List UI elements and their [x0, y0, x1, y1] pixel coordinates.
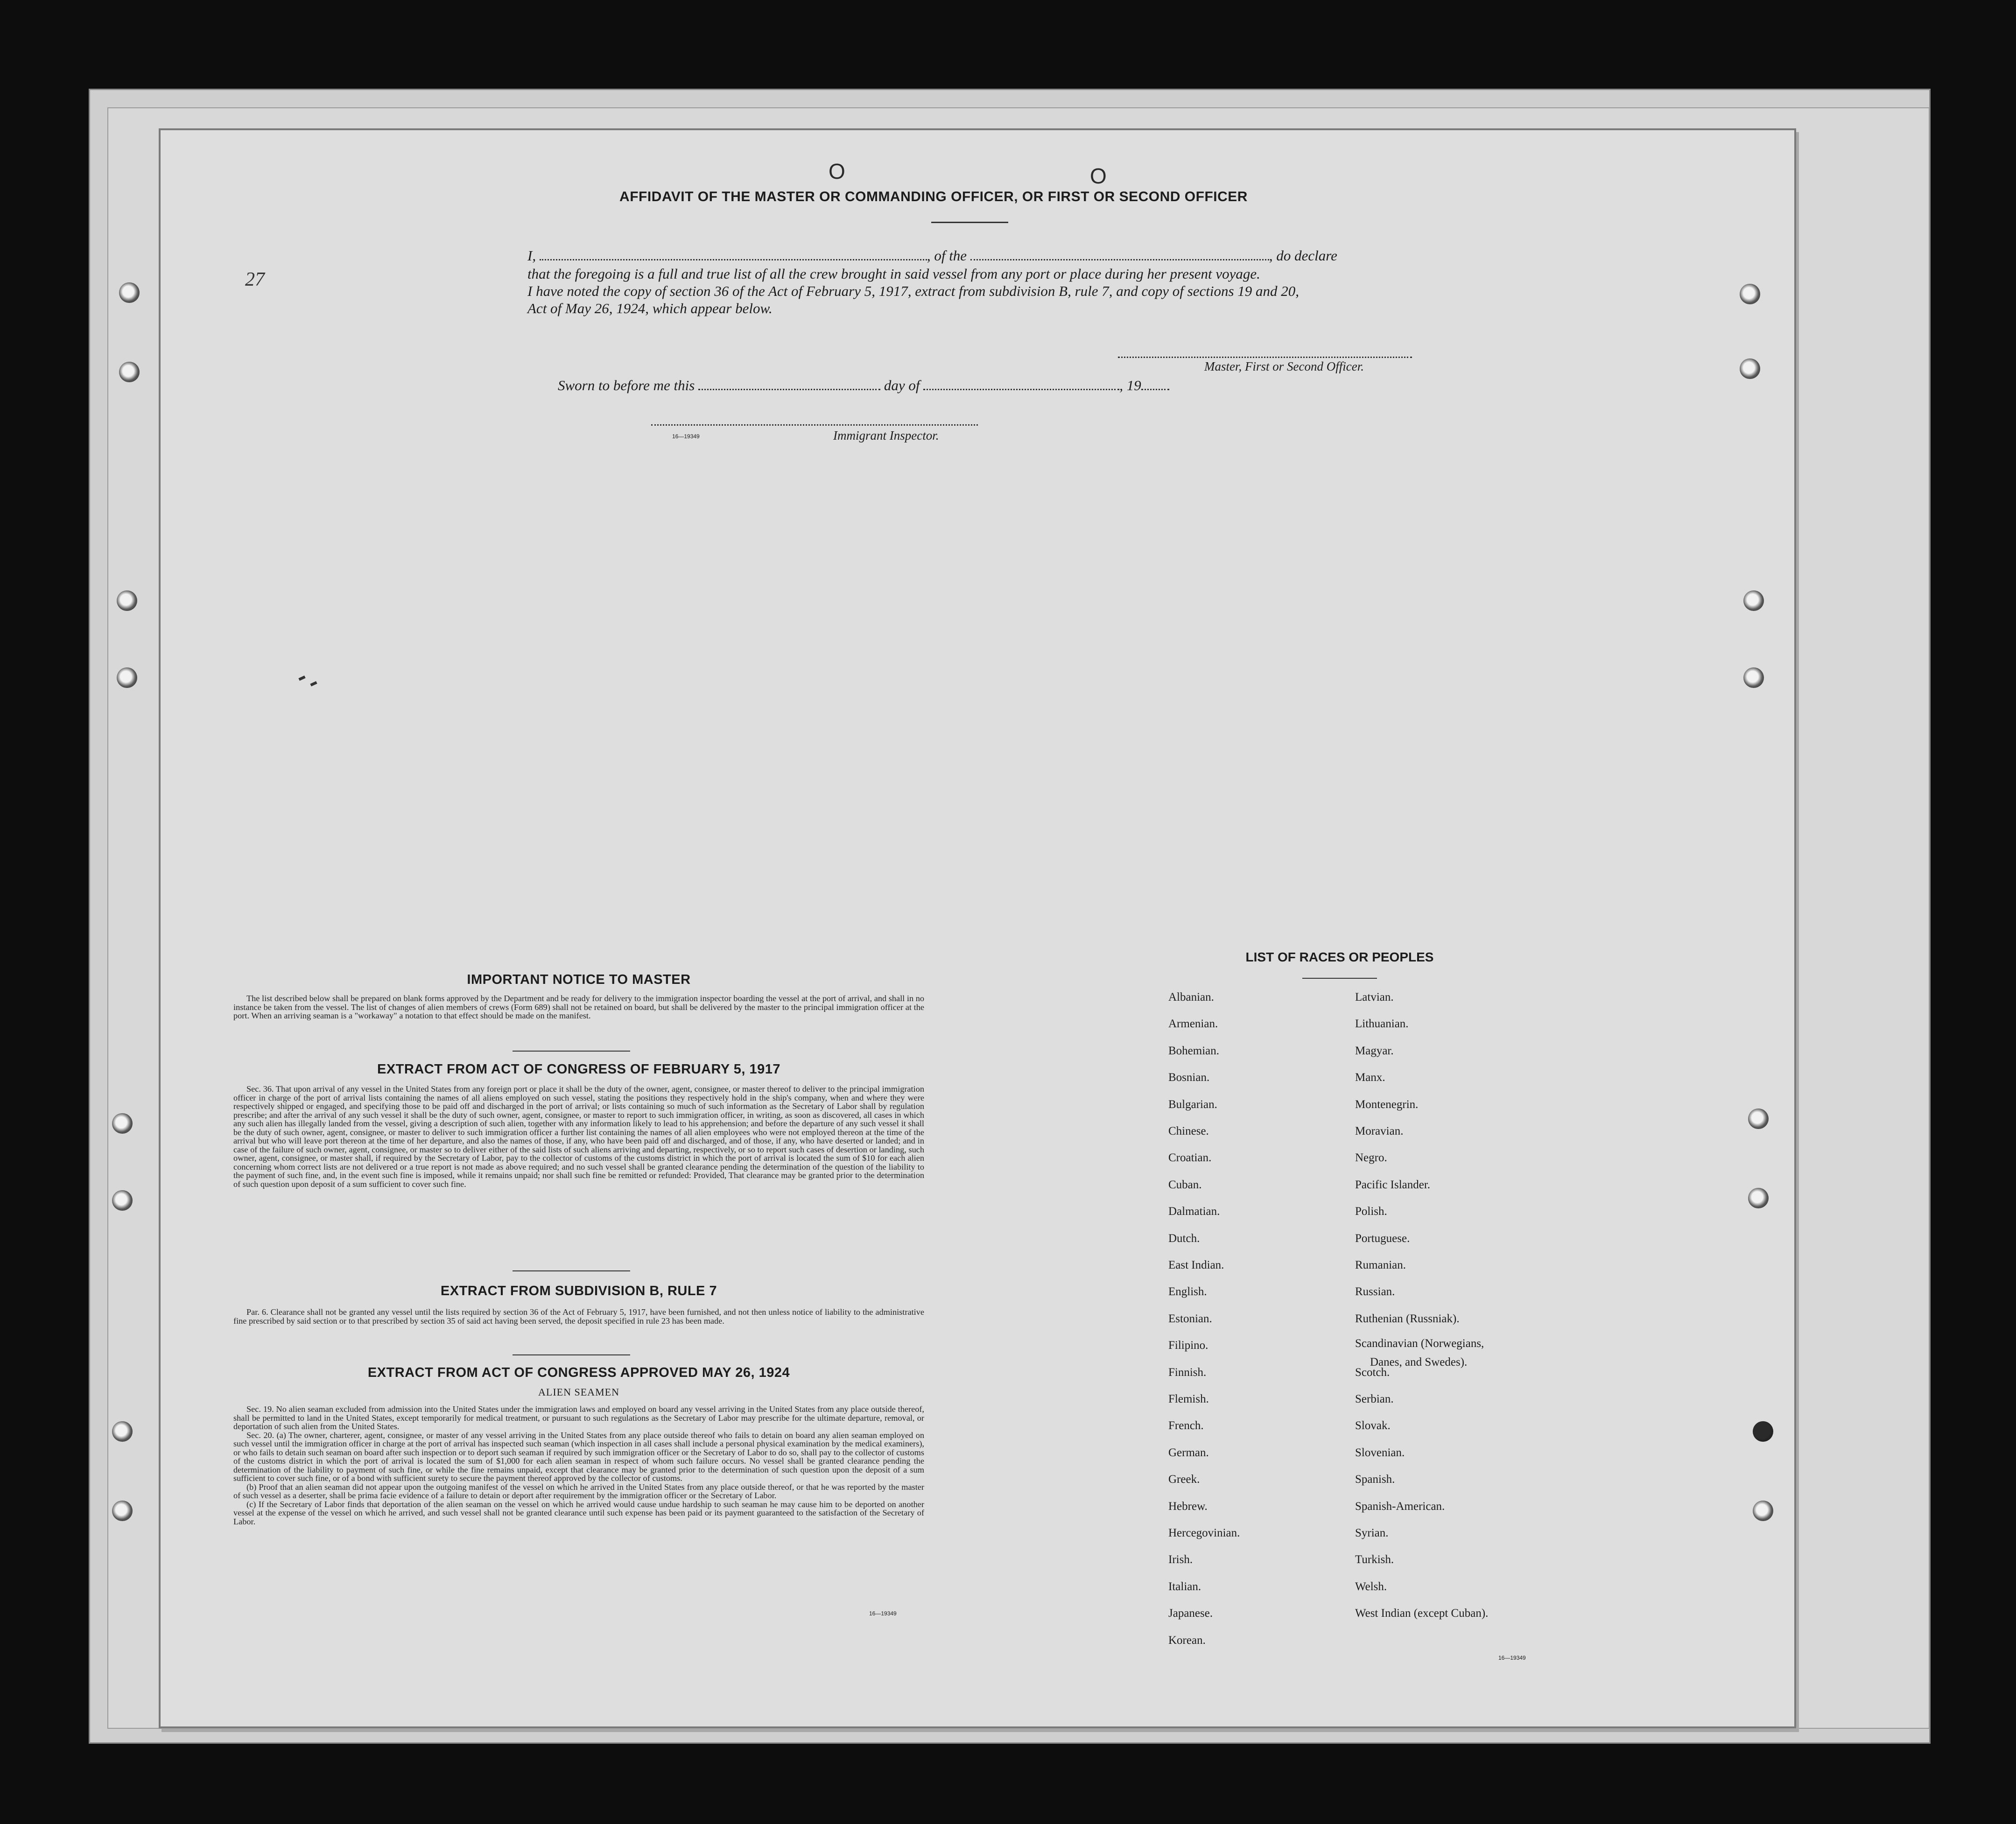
binder-hole [1748, 1108, 1769, 1129]
section-20c-paragraph: (c) If the Secretary of Labor finds that deportation of the alien seaman on the vessel on which he arrived would cause undue hardship to such seaman he may cause him to be deported on another vessel at the expense of the vessel on which he arrived, and such vessel shall not be granted clearance until such expense has been paid or its payment guaranteed to the satisfaction of the Secretary of Labor. [233, 1499, 924, 1526]
divider [513, 1051, 630, 1052]
extract-1924-title: EXTRACT FROM ACT OF CONGRESS APPROVED MAY 26, 1924 [367, 1365, 790, 1380]
race-entry: Albanian. [1168, 991, 1214, 1003]
race-entry: Latvian. [1355, 991, 1394, 1003]
extract-1924-text [233, 1405, 924, 1526]
inspector-caption: Immigrant Inspector. [833, 428, 939, 442]
notice-text [233, 994, 924, 1020]
binder-hole [1743, 590, 1764, 611]
divider [513, 1354, 630, 1355]
affidavit-body-line: Act of May 26, 1924, which appear below. [527, 300, 773, 316]
binder-hole [119, 362, 140, 382]
binder-hole [119, 282, 140, 303]
race-entry: Welsh. [1355, 1580, 1387, 1593]
divider [931, 222, 1008, 223]
sworn-prefix: Sworn to before me this [558, 377, 695, 393]
rule-7-text [233, 1308, 924, 1325]
affidavit-body-line: I have noted the copy of section 36 of the Act of February 5, 1917, extract from subdivision B, rule 7, and copy of sections 19 and 20, [527, 283, 1300, 299]
race-entry: Hercegovinian. [1168, 1527, 1240, 1539]
binder-hole [112, 1113, 133, 1134]
race-entry: Dutch. [1168, 1232, 1200, 1245]
extract-1917-title: EXTRACT FROM ACT OF CONGRESS OF FEBRUARY 5, 1917 [377, 1062, 781, 1077]
master-signature-line [1118, 356, 1412, 358]
name-blank [540, 259, 927, 260]
races-title: LIST OF RACES OR PEOPLES [1245, 950, 1434, 964]
form-number: 16—19349 [869, 1610, 897, 1617]
race-entry: Serbian. [1355, 1393, 1394, 1405]
race-entry: Filipino. [1168, 1339, 1208, 1352]
notice-title: IMPORTANT NOTICE TO MASTER [467, 972, 691, 987]
race-entry: Dalmatian. [1168, 1205, 1220, 1218]
race-entry: Manx. [1355, 1071, 1385, 1084]
binder-hole [112, 1501, 133, 1521]
race-entry: Moravian. [1355, 1125, 1404, 1137]
race-entry: Polish. [1355, 1205, 1387, 1218]
race-entry: Scotch. [1355, 1366, 1390, 1379]
declaration-i: I, [527, 247, 536, 264]
year-blank [1141, 388, 1169, 390]
affidavit-body-line: that the foregoing is a full and true list of all the crew brought in said vessel from any port or place during her present voyage. [527, 266, 1260, 282]
race-entry: Turkish. [1355, 1553, 1394, 1566]
section-20b-paragraph: (b) Proof that an alien seaman did not appear upon the outgoing manifest of the vessel on which he arrived in the United States from any place outside thereof, or that he was reported by the master of such vessel as a deserter, shall be prima facie evidence of a failure to detain or deport after requirement by the immigration officer or the Secretary of Labor. [233, 1482, 924, 1500]
binder-hole [112, 1421, 133, 1442]
handwritten-number: 27 [245, 269, 265, 290]
month-blank [923, 388, 1119, 390]
declaration-of-the: , of the [927, 247, 967, 264]
race-entry: Rumanian. [1355, 1259, 1406, 1271]
race-entry: Croatian. [1168, 1151, 1212, 1165]
section-19-paragraph: Sec. 19. No alien seaman excluded from admission into the United States under the immigration laws and employed on board any vessel arriving in the United States from any place outside thereof, shall be permitted to land in the United States, except temporarily for medical treatment, or pursuant to such regulations as the Secretary of Labor may prescribe for the ultimate departure, removal, or deportation of such alien from the United States. [233, 1404, 924, 1431]
race-entry: Korean. [1168, 1634, 1206, 1647]
punch-mark: O [1090, 164, 1107, 188]
race-entry: Montenegrin. [1355, 1098, 1419, 1111]
race-entry: Ruthenian (Russniak). [1355, 1312, 1460, 1325]
race-entry: Greek. [1168, 1473, 1200, 1486]
affidavit-title: AFFIDAVIT OF THE MASTER OR COMMANDING OFFICER, OR FIRST OR SECOND OFFICER [619, 189, 1248, 204]
section-36-paragraph: Sec. 36. That upon arrival of any vessel in the United States from any foreign port or place it shall be the duty of the owner, agent, consignee, or master thereof to deliver to the principal immigration officer in charge of the port of arrival lists containing the names of all aliens employed on such vessel, stating the positions they respectively hold in the ship's company, when and where they were respectively shipped or engaged, and specifying those to be paid off and discharged in the port of arrival; or lists containing so much of such information as the Secretary of Labor shall by regulation prescribe; and after the arrival of any such vessel it shall be the duty of such owner, agent, consignee, or master to report to such immigration officer, in writing, as soon as discovered, all cases in which any such alien has illegally landed from the vessel, giving a description of such alien, together with any information likely to lead to his apprehension; and before the departure of any such vessel it shall be the duty of such owner, agent, consignee, or master to deliver to such immigration officer a further list containing the names of all alien employees who were not employed thereon at the time of the arrival but who will leave port thereon at the time of her departure, and also the names of those, if any, who have been paid off and discharged, and of those, if any, who have deserted or landed; and in case of the failure of such owner, agent, consignee, or master so to deliver either of the said lists of such aliens arriving and departing, respectively, or so to report such cases of desertion or landing, such owner, agent, consignee, or master shall, if required by the Secretary of Labor, pay to the collector of customs of the customs district in which the port of arrival is located the sum of $10 for each alien concerning whom correct lists are not delivered or a true report is not made as above required; and no such vessel shall be granted clearance pending the determination of the question of the liability to the payment of such fine, and, in the event such fine is imposed, while it remains unpaid; nor shall such fine be remitted or refunded: Provided, That clearance may be granted prior to the determination of such question upon deposit of a sum sufficient to cover such fine. [233, 1084, 924, 1189]
race-entry: Japanese. [1168, 1607, 1213, 1620]
race-entry: Pacific Islander. [1355, 1178, 1431, 1191]
race-entry: English. [1168, 1285, 1207, 1298]
notice-paragraph: The list described below shall be prepared on blank forms approved by the Department and be ready for delivery to the immigration inspector boarding the vessel at the port of arrival, and shall in no instance be taken from the vessel. The list of changes of alien members of crews (Form 689) shall not be retained on board, but shall be delivered by the master to the principal immigration officer at the port. When an arriving seaman is a "workaway" a notation to that effect should be made on the manifest. [233, 994, 924, 1020]
affidavit-body [527, 265, 1438, 317]
race-entry: West Indian (except Cuban). [1355, 1607, 1489, 1620]
race-entry: Bosnian. [1168, 1071, 1210, 1084]
race-entry: Italian. [1168, 1580, 1201, 1593]
binder-hole [1740, 358, 1760, 379]
race-entry: Spanish. [1355, 1473, 1395, 1486]
binder-hole [112, 1190, 133, 1211]
race-entry: Bohemian. [1168, 1044, 1220, 1057]
master-signature-caption: Master, First or Second Officer. [1204, 359, 1364, 373]
binder-hole [117, 667, 137, 688]
sworn-day-of: day of [884, 377, 920, 393]
race-entry: Lithuanian. [1355, 1017, 1409, 1031]
race-entry: Cuban. [1168, 1178, 1202, 1191]
divider [1302, 978, 1377, 979]
sworn-year: , 19 [1119, 377, 1141, 393]
race-entry: Irish. [1168, 1553, 1193, 1566]
section-20a-paragraph: Sec. 20. (a) The owner, charterer, agent, consignee, or master of any vessel arriving in the United States from any place outside thereof who fails to detain on board any alien seaman employed on such vessel until the immigration officer in charge at the port of arrival has inspected such seaman (which inspection in all cases shall include a personal physical examination by the medical examiners), or who fails to detain such seaman on board after such inspection or to deport such seaman if required by such immigration officer or the Secretary of Labor to do so, shall pay to the collector of customs of the customs district in which the port of arrival is located the sum of $1,000 for each alien seaman in respect of whom such failure occurs. No vessel shall be granted clearance pending the determination of the liability to payment of such fine, or while the fine remains unpaid, except that clearance may be granted prior to the determination of such question upon the deposit of a sum sufficient to cover such fine, or of a bond with sufficient surety to secure the payment thereof approved by the collector of customs. [233, 1430, 924, 1483]
race-entry: Spanish-American. [1355, 1500, 1445, 1513]
race-entry: Negro. [1355, 1151, 1387, 1165]
race-entry: Estonian. [1168, 1312, 1212, 1325]
race-entry: Armenian. [1168, 1017, 1218, 1031]
race-entry: East Indian. [1168, 1259, 1224, 1271]
race-entry: Chinese. [1168, 1125, 1209, 1137]
binder-hole [1748, 1188, 1769, 1208]
race-entry: Flemish. [1168, 1393, 1209, 1405]
extract-1917-text [233, 1085, 924, 1188]
form-number: 16—19349 [672, 433, 700, 440]
binder-hole [1740, 284, 1760, 304]
race-entry: Portuguese. [1355, 1232, 1410, 1245]
race-entry: Magyar. [1355, 1044, 1394, 1057]
race-entry: Finnish. [1168, 1366, 1207, 1379]
binder-hole [117, 590, 137, 611]
race-entry: German. [1168, 1446, 1209, 1459]
divider [513, 1270, 630, 1271]
race-entry: Slovenian. [1355, 1446, 1405, 1459]
rule-7-title: EXTRACT FROM SUBDIVISION B, RULE 7 [440, 1284, 717, 1298]
race-entry: Slovak. [1355, 1419, 1391, 1432]
race-entry: Scandinavian (Norwegians, [1355, 1337, 1484, 1350]
race-entry: Bulgarian. [1168, 1098, 1217, 1111]
inspector-signature-line [651, 424, 978, 426]
binder-hole [1743, 667, 1764, 688]
vessel-blank [970, 259, 1269, 260]
declaration-declare: , do declare [1269, 247, 1337, 264]
binder-hole [1753, 1421, 1773, 1442]
race-entry: Syrian. [1355, 1527, 1389, 1539]
race-entry: Danes, and Swedes). [1370, 1356, 1468, 1369]
paragraph-6: Par. 6. Clearance shall not be granted any vessel until the lists required by section 36 of the Act of February 5, 1917, have been furnished, and not then unless notice of liability to the administrative fine prescribed by said section or to that prescribed by section 35 of said act having been served, the deposit specified in rule 23 has been made. [233, 1307, 924, 1326]
sworn-line [558, 377, 1169, 394]
race-entry: French. [1168, 1419, 1204, 1432]
day-blank [698, 388, 880, 390]
alien-seamen-subtitle: ALIEN SEAMEN [538, 1386, 619, 1398]
binder-hole [1753, 1501, 1773, 1521]
race-entry: Hebrew. [1168, 1500, 1208, 1513]
punch-mark: O [829, 159, 845, 183]
declaration-line [527, 247, 1337, 264]
form-number: 16—19349 [1498, 1655, 1526, 1661]
race-entry: Russian. [1355, 1285, 1395, 1298]
